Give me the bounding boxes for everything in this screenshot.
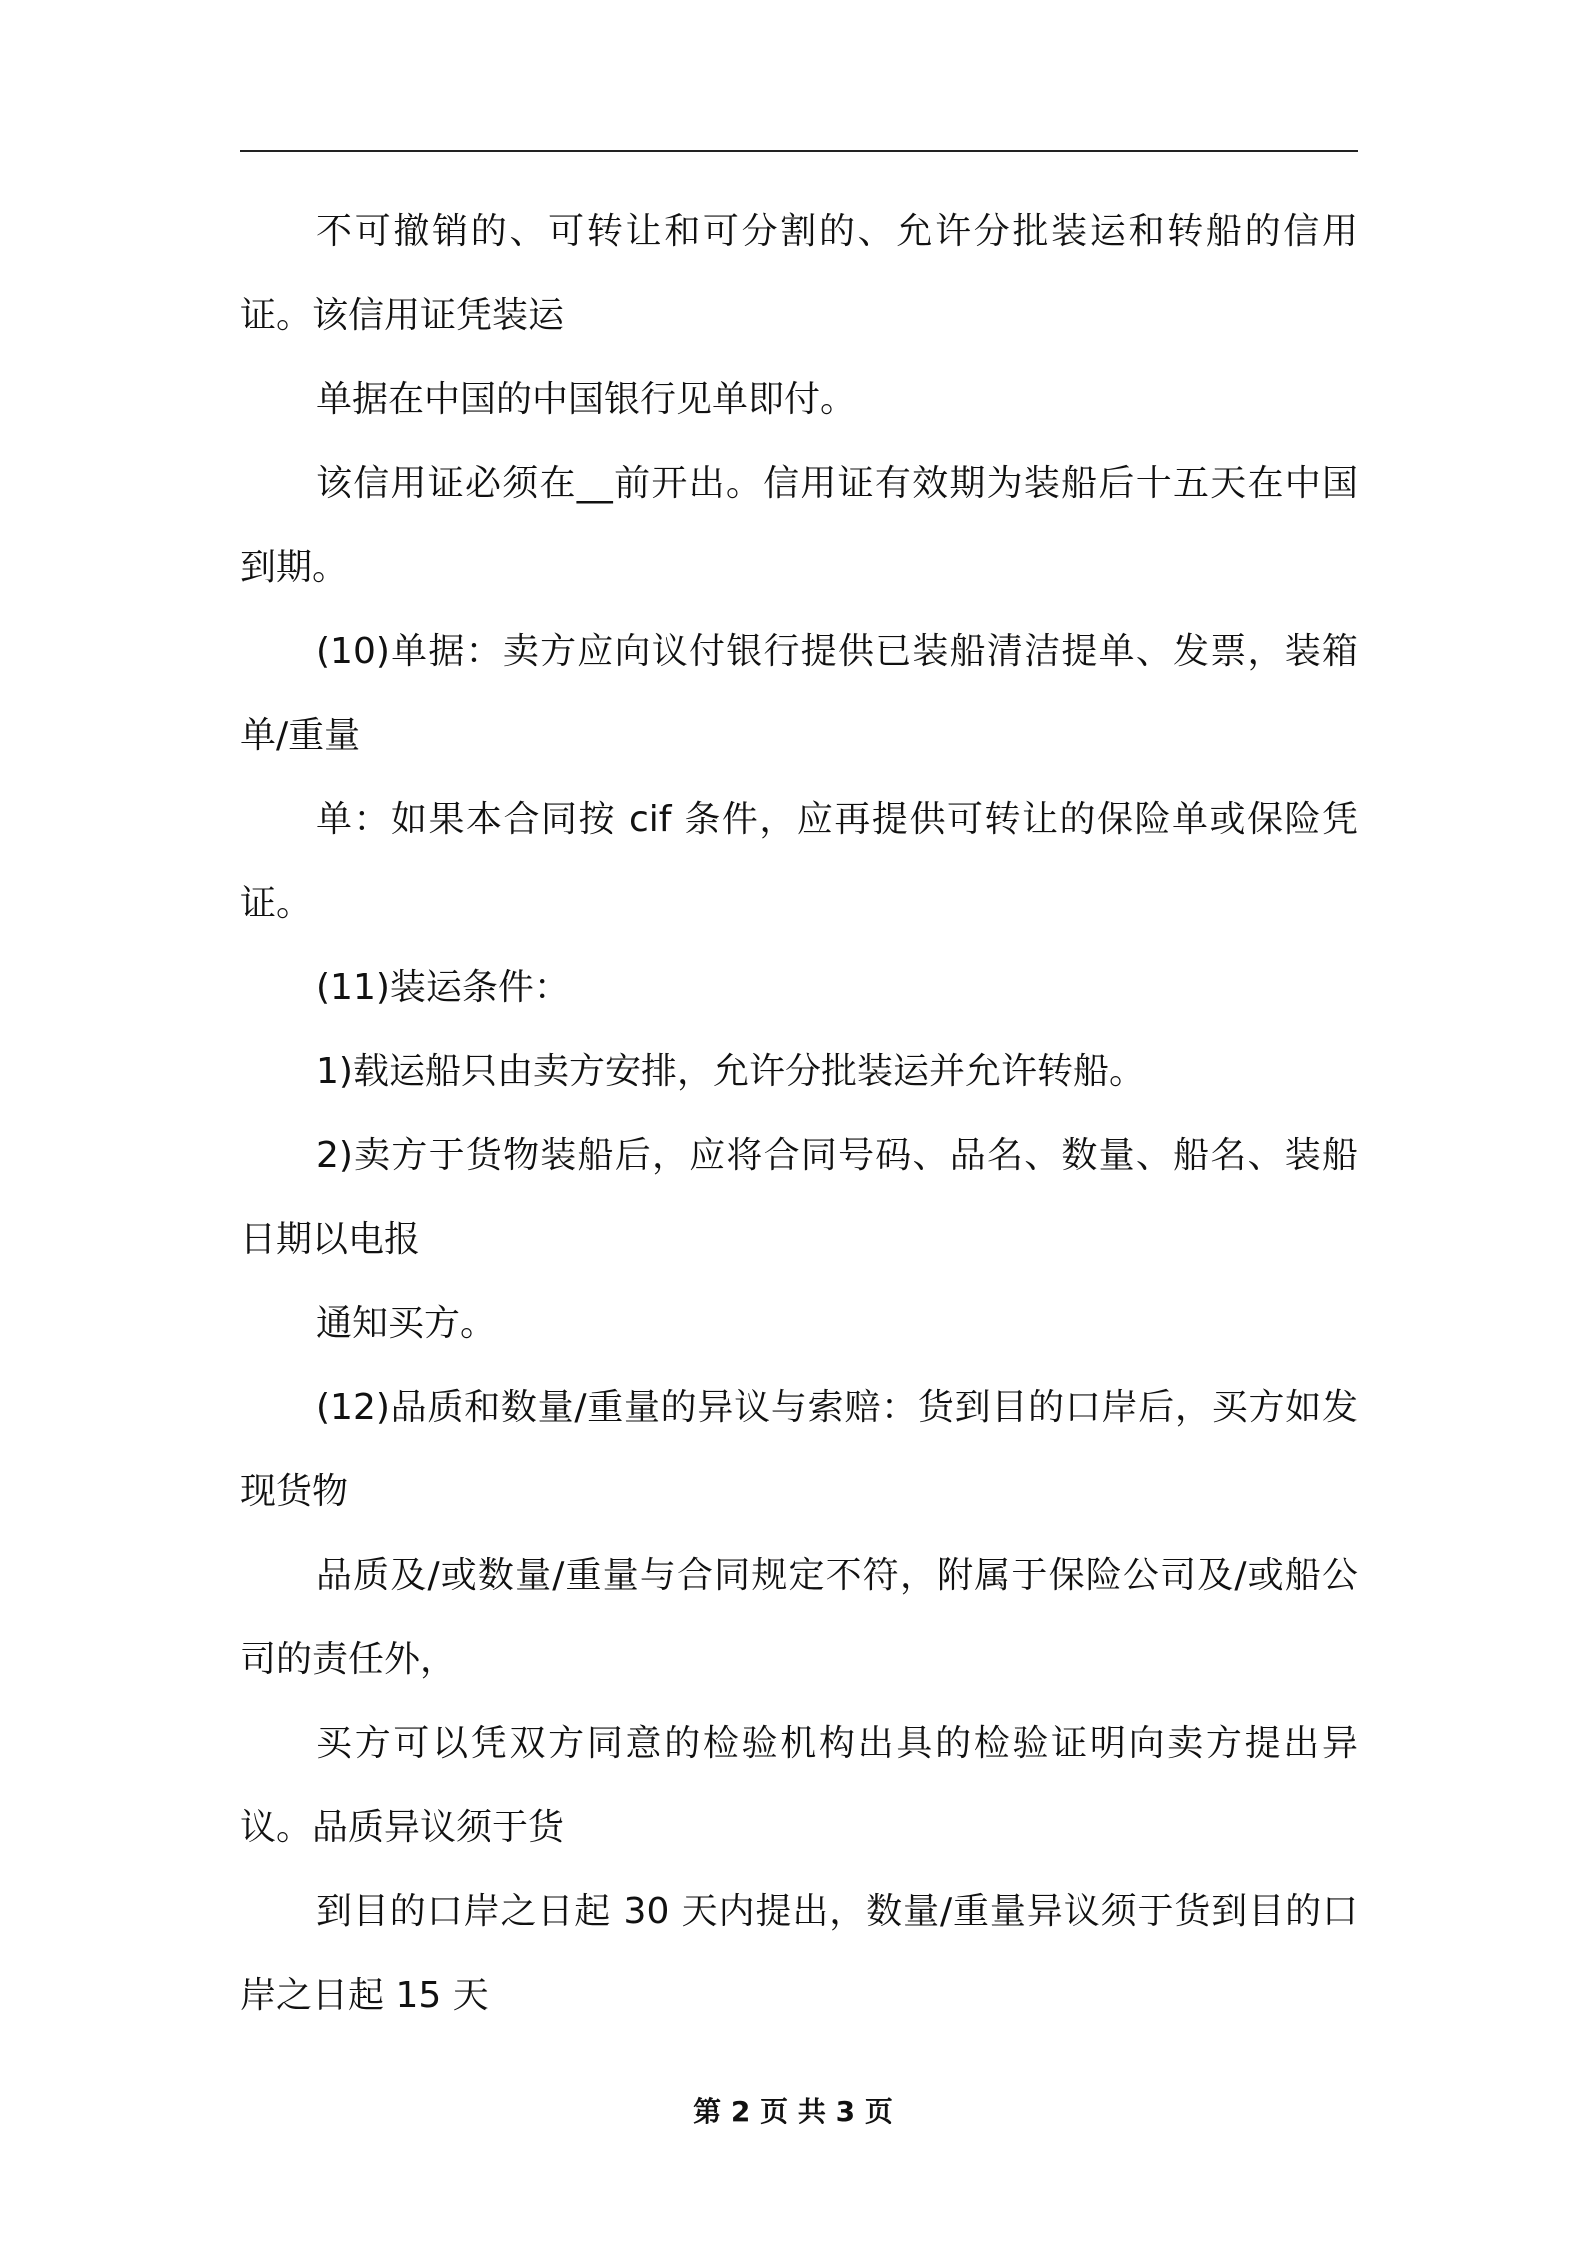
paragraph: 到目的口岸之日起 30 天内提出，数量/重量异议须于货到目的口岸之日起 15 天 [240,1891,1358,2016]
page-number: 第 2 页 共 3 页 [693,2095,893,2128]
paragraph: 该信用证必须在__前开出。信用证有效期为装船后十五天在中国到期。 [240,463,1358,588]
paragraph: 不可撤销的、可转让和可分割的、允许分批装运和转船的信用证。该信用证凭装运 [240,211,1358,336]
paragraph: 2)卖方于货物装船后，应将合同号码、品名、数量、船名、装船日期以电报 [240,1135,1358,1260]
header-rule [240,150,1358,152]
document-body [240,190,1358,2038]
paragraph: (10)单据：卖方应向议付银行提供已装船清洁提单、发票，装箱单/重量 [240,631,1358,756]
paragraph: 单：如果本合同按 cif 条件，应再提供可转让的保险单或保险凭证。 [240,799,1358,924]
paragraph: 品质及/或数量/重量与合同规定不符，附属于保险公司及/或船公司的责任外， [240,1555,1358,1680]
paragraph: 单据在中国的中国银行见单即付。 [316,379,857,420]
paragraph: 通知买方。 [316,1303,497,1344]
paragraph: (12)品质和数量/重量的异议与索赔：货到目的口岸后，买方如发现货物 [240,1387,1358,1512]
paragraph: 买方可以凭双方同意的检验机构出具的检验证明向卖方提出异议。品质异议须于货 [240,1723,1358,1848]
paragraph: (11)装运条件： [316,967,570,1008]
paragraph: 1)载运船只由卖方安排，允许分批装运并允许转船。 [316,1051,1145,1092]
